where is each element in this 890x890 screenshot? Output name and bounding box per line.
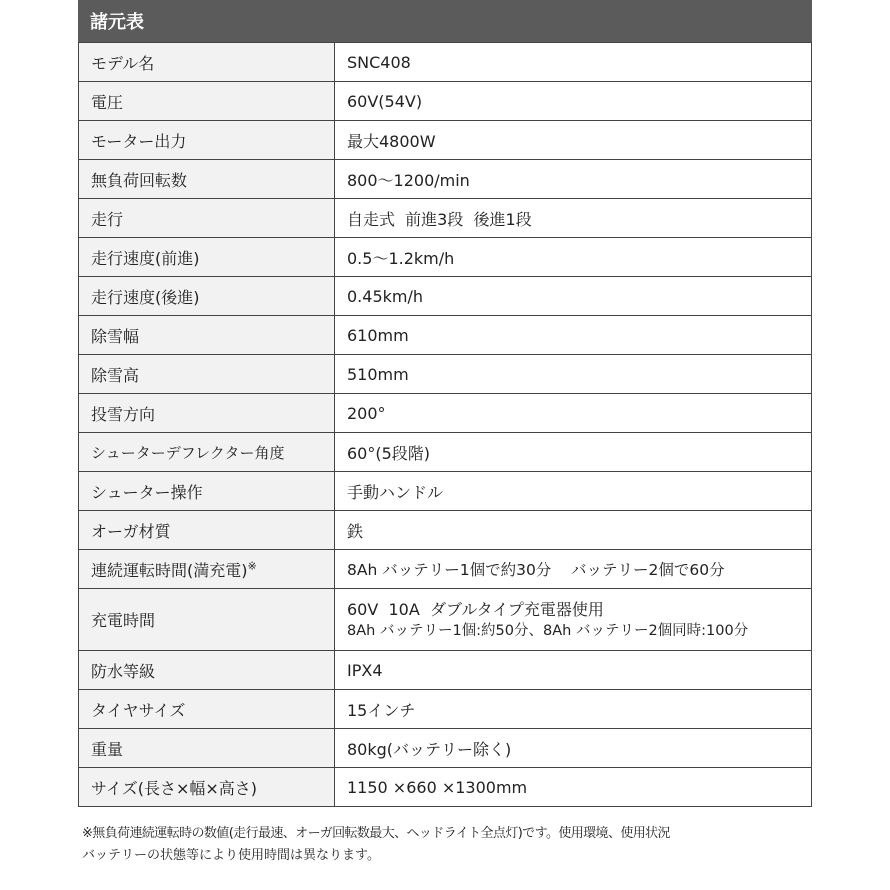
table-row [79, 277, 812, 316]
table-row [79, 690, 812, 729]
row-value: 最大4800W [335, 121, 812, 160]
row-label: シューターデフレクター角度 [79, 433, 335, 472]
row-value: 60V 10A ダブルタイプ充電器使用 [347, 599, 604, 619]
row-label: モーター出力 [79, 121, 335, 160]
row-label: 充電時間 [79, 589, 335, 651]
table-row [79, 355, 812, 394]
row-value: 8Ah バッテリー1個で約30分 バッテリー2個で60分 [335, 550, 812, 589]
row-label: シューター操作 [79, 472, 335, 511]
footnote-line: ※無負荷連続運転時の数値(走行最速、オーガ回転数最大、ヘッドライト全点灯)です。使用環境、使用状況 [82, 826, 670, 841]
row-label: 投雪方向 [79, 394, 335, 433]
row-value: 610mm [335, 316, 812, 355]
row-value: 鉄 [335, 511, 812, 550]
table-row [79, 160, 812, 199]
row-label: 連続運転時間(満充電) [91, 560, 248, 580]
table-row [79, 433, 812, 472]
table-row [79, 511, 812, 550]
footnote-mark: ※ [247, 559, 257, 573]
row-label: モデル名 [79, 43, 335, 82]
table-row [79, 82, 812, 121]
row-value: 自走式 前進3段 後進1段 [335, 199, 812, 238]
row-label: 走行 [79, 199, 335, 238]
row-label: オーガ材質 [79, 511, 335, 550]
row-label: 無負荷回転数 [79, 160, 335, 199]
spec-table [78, 42, 812, 807]
row-value: 手動ハンドル [335, 472, 812, 511]
table-row [79, 651, 812, 690]
row-value: IPX4 [335, 651, 812, 690]
table-row [79, 472, 812, 511]
table-row [79, 316, 812, 355]
table-row [79, 768, 812, 807]
footnote [82, 823, 822, 867]
row-label: 重量 [79, 729, 335, 768]
row-label: 走行速度(後進) [79, 277, 335, 316]
row-label: サイズ(長さ×幅×高さ) [79, 768, 335, 807]
row-value-cell [335, 589, 812, 651]
table-row [79, 238, 812, 277]
footnote-line: バッテリーの状態等により使用時間は異なります。 [82, 848, 380, 863]
row-value: 80kg(バッテリー除く) [335, 729, 812, 768]
spec-table-title: 諸元表 [78, 0, 812, 42]
row-value: 200° [335, 394, 812, 433]
row-label: 防水等級 [79, 651, 335, 690]
row-value: 800〜1200/min [335, 160, 812, 199]
table-row [79, 43, 812, 82]
row-value-sub: 8Ah バッテリー1個:約50分、8Ah バッテリー2個同時:100分 [347, 622, 749, 639]
row-label: タイヤサイズ [79, 690, 335, 729]
table-row [79, 394, 812, 433]
table-row [79, 729, 812, 768]
table-row [79, 589, 812, 651]
row-label: 電圧 [79, 82, 335, 121]
table-row [79, 121, 812, 160]
row-value: 60V(54V) [335, 82, 812, 121]
spec-table-container [78, 0, 812, 807]
row-label-cell [79, 550, 335, 589]
row-value: SNC408 [335, 43, 812, 82]
table-row [79, 199, 812, 238]
row-value: 1150 ×660 ×1300mm [335, 768, 812, 807]
row-label: 走行速度(前進) [79, 238, 335, 277]
row-value: 0.45km/h [335, 277, 812, 316]
row-label: 除雪高 [79, 355, 335, 394]
row-label: 除雪幅 [79, 316, 335, 355]
row-value: 0.5〜1.2km/h [335, 238, 812, 277]
row-value: 510mm [335, 355, 812, 394]
table-row [79, 550, 812, 589]
row-value: 15インチ [335, 690, 812, 729]
row-value: 60°(5段階) [335, 433, 812, 472]
